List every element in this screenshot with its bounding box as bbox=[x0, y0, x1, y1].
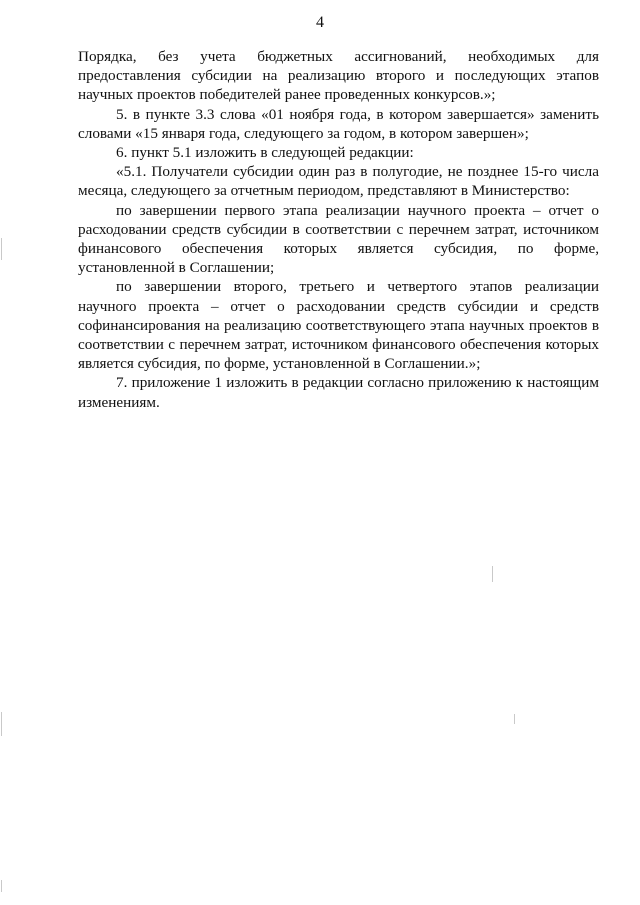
paragraph-item-5: 5. в пункте 3.3 слова «01 ноября года, в котором завершается» заменить словами «15 января года, следующего за годом, в котором завершен»; bbox=[78, 105, 599, 142]
paragraph-first-stage-report: по завершении первого этапа реализации научного проекта – отчет о расходовании средств субсидии в соответствии с перечнем затрат, источником финансового обеспечения которых является субсидия, по форме, установленной в Соглашении; bbox=[78, 201, 599, 277]
paragraph-later-stages-report: по завершении второго, третьего и четвертого этапов реализации научного проекта – отчет о расходовании средств субсидии и средств софинансирования на реализацию соответствующего этапа научных проектов в соответствии с перечнем затрат, источником финансового обеспечения которых является субсидия, по форме, установленной в Соглашении.»; bbox=[78, 278, 599, 373]
paragraph-continuation: Порядка, без учета бюджетных ассигнований, необходимых для предоставления субсидии на реализацию второго и последующих этапов научных проектов победителей ранее проведенных конкурсов.»; bbox=[78, 48, 599, 104]
scan-edge-mark bbox=[1, 238, 2, 260]
page-number: 4 bbox=[316, 14, 324, 31]
paragraph-item-7: 7. приложение 1 изложить в редакции согласно приложению к настоящим изменениям. bbox=[78, 374, 599, 411]
scan-edge-mark bbox=[1, 712, 2, 736]
scan-edge-mark bbox=[492, 566, 493, 582]
scan-edge-mark bbox=[1, 880, 2, 892]
scan-edge-mark bbox=[514, 714, 515, 724]
document-body bbox=[78, 47, 599, 412]
paragraph-clause-5-1: «5.1. Получатели субсидии один раз в полугодие, не позднее 15-го числа месяца, следующего за отчетным периодом, представляют в Министерство: bbox=[78, 163, 599, 200]
paragraph-item-6: 6. пункт 5.1 изложить в следующей редакции: bbox=[116, 144, 414, 162]
